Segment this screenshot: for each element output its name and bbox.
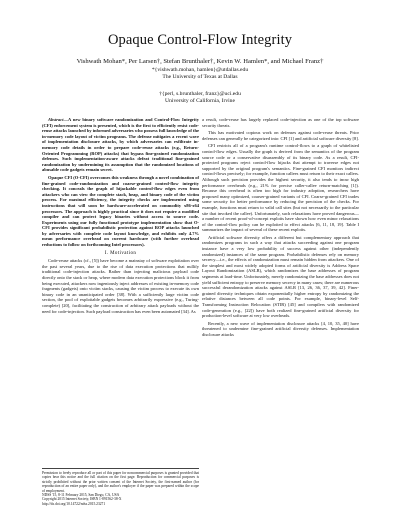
body-paragraph: Code-reuse attacks (cf., [5]) have become a mainstay of software exploitation over the past several years, due to the rise of data execution protections that nullify traditional code-injection attacks. Rather than injecting malicious payload code directly onto the stack or heap, where modern data execution protections block it from being executed, attackers now ingeniously inject addresses of existing in-memory code fragments (gadgets) onto victim stacks, causing the victim process to execute its own binary code in an unanticipated order [38]. With a sufficiently large victim code section, the pool of exploitable gadgets becomes arbitrarily expressive (e.g., Turing-complete) [20], facilitating the construction of arbitrary attack payloads without the need for code-injection. Such payload construction has even been automated [34]. As bbox=[42, 258, 199, 314]
body-paragraph: Artificial software diversity offers a different but complementary approach that randomizes programs in such a way that attacks succeeding against one program instance have a very low probability of success against other (independently randomized) instances of the same program. Probabilistic defenses rely on memory secrecy—i.e., the effects of randomization must remain hidden from attackers. One of the simplest and most widely adopted forms of artificial diversity is Address Space Layout Randomization (ASLR), which randomizes the base addresses of program segments at load-time. Unfortunately, merely randomizing the base addresses does not yield sufficient entropy to preserve memory secrecy in many cases; there are numerous successful derandomization attacks against ASLR [13, 26, 36, 37, 39, 42]. Finer-grained diversity techniques obtain exponentially higher entropy by randomizing the relative distances between all code points. For example, binary-level Self-Transforming Instruction Relocation (STIR) [45] and compilers with randomized code-generation (e.g., [22]) have both realized fine-grained artificial diversity for production-level software at very low overheads. bbox=[202, 234, 359, 319]
section-heading: I. Motivation bbox=[104, 250, 137, 256]
copyright-footnote bbox=[42, 468, 199, 506]
abstract-text: —A new binary software randomization and Control-Flow Integrity (CFI) enforcement system is presented, which is the first to efficiently resist code-reuse attacks launched by informed adversaries who possess full knowledge of the in-memory code layout of victim programs. The defense mitigates a recent wave of implementation disclosure attacks, by which adversaries can exfiltrate in-memory code details in order to prepare code-reuse attacks (e.g., Return-Oriented Programming (ROP) attacks) that bypass fine-grained randomization defenses. Such implementation-aware attacks defeat traditional fine-grained randomization by undermining its assumption that the randomized locations of abusable code gadgets remain secret. bbox=[42, 117, 199, 173]
footnote-copyright: Copyright 2015 Internet Society, ISBN 1-891562-38-X bbox=[42, 497, 122, 502]
body-paragraph: This has motivated copious work on defenses against code-reuse threats. Prior defenses can generally be categorized into: CFI [1] and artificial software diversity [8]. bbox=[202, 130, 359, 141]
body-paragraph: a result, code-reuse has largely replaced code-injection as one of the top software security threats. bbox=[202, 117, 359, 128]
affiliation-institution: The University of Texas at Dallas bbox=[162, 74, 238, 81]
left-column bbox=[42, 117, 199, 316]
body-paragraph: Recently, a new wave of implementation disclosure attacks [4, 10, 35, 40] have threatened to undermine fine-grained artificial diversity defenses. Implementation disclosure attacks bbox=[202, 320, 359, 337]
affiliation-email-line: †{perl, s.brunthaler, franz}@uci.edu bbox=[159, 91, 241, 97]
body-paragraph: CFI restricts all of a program's runtime control-flows to a graph of whitelisted control-flow edges. Usually the graph is derived from the semantics of the program source code or a conservative disassembly of its binary code. As a result, CFI-protected programs reject control-flow hijacks that attempt to traverse edges not supported by the original program's semantics. Fine-grained CFI monitors indirect control-flows precisely; for example, function callees must return to their exact callers. Although such precision provides the highest security, it also tends to incur high performance overheads (e.g., 21% for precise caller-callee return-matching [1]). Because this overhead is often too high for industry adoption, researchers have proposed many optimized, coarser-grained variants of CFI. Coarse-grained CFI trades some security for better performance by reducing the precision of the checks. For example, functions must return to valid call sites (but not necessarily to the particular site that invoked the callee). Unfortunately, such relaxations have proved dangerous—a number of recent proof-of-concept exploits have shown how even minor relaxations of the control-flow policy can be exploited to effect attacks [6, 11, 18, 19]. Table I summarizes the impact of several of these recent exploits. bbox=[202, 143, 359, 233]
footnote-venue: NDSS '15, 8-11 February 2015, San Diego, CA, USA bbox=[42, 493, 120, 498]
affiliation-utd bbox=[0, 67, 400, 82]
affiliation-email-line: *{vishwath.mohan, hamlen}@utdallas.edu bbox=[151, 67, 249, 73]
right-column bbox=[202, 117, 359, 340]
paper-title: Opaque Control-Flow Integrity bbox=[107, 32, 293, 48]
affiliation-institution: University of California, Irvine bbox=[165, 98, 235, 105]
abstract-paragraph: Opaque CFI (O-CFI) overcomes this weakness through a novel combination of fine-grained code-randomization and coarse-grained control-flow integrity checking. It conceals the graph of hijackable control-flow edges even from attackers who can view the complete stack, heap, and binary code of the victim process. For maximal efficiency, the integrity checks are implemented using instructions that will soon be hardware-accelerated on commodity x86-x64 processors. The approach is highly practical since it does not require a modified compiler and can protect legacy binaries without access to source code. Experiments using our fully functional prototype implementation show that O-CFI provides significant probabilistic protection against ROP attacks launched by adversaries with complete code layout knowledge, and exhibits only 4.7% mean performance overhead on current hardware (with further overhead reductions to follow on forthcoming Intel processors). bbox=[42, 174, 199, 248]
abstract-label: Abstract bbox=[48, 117, 64, 122]
footnote-permission: Permission to freely reproduce all or part of this paper for noncommercial purposes is granted provided that copies bear this notice and the full citation on the first page. Reproduction for commercial purposes is strictly prohibited without the prior written consent of the Internet Society, the first-named author (for reproduction of an entire paper only), and the author's employer if the paper was prepared within the scope of employment. bbox=[42, 471, 199, 493]
author-list: Vishwath Mohan*, Per Larsen†, Stefan Brunthaler†, Kevin W. Hamlen*, and Michael Franz† bbox=[76, 58, 324, 65]
abstract-paragraph bbox=[42, 117, 199, 173]
footnote-doi: http://dx.doi.org/10.14722/ndss.2015.23271 bbox=[42, 501, 106, 506]
affiliation-uci bbox=[0, 91, 400, 106]
